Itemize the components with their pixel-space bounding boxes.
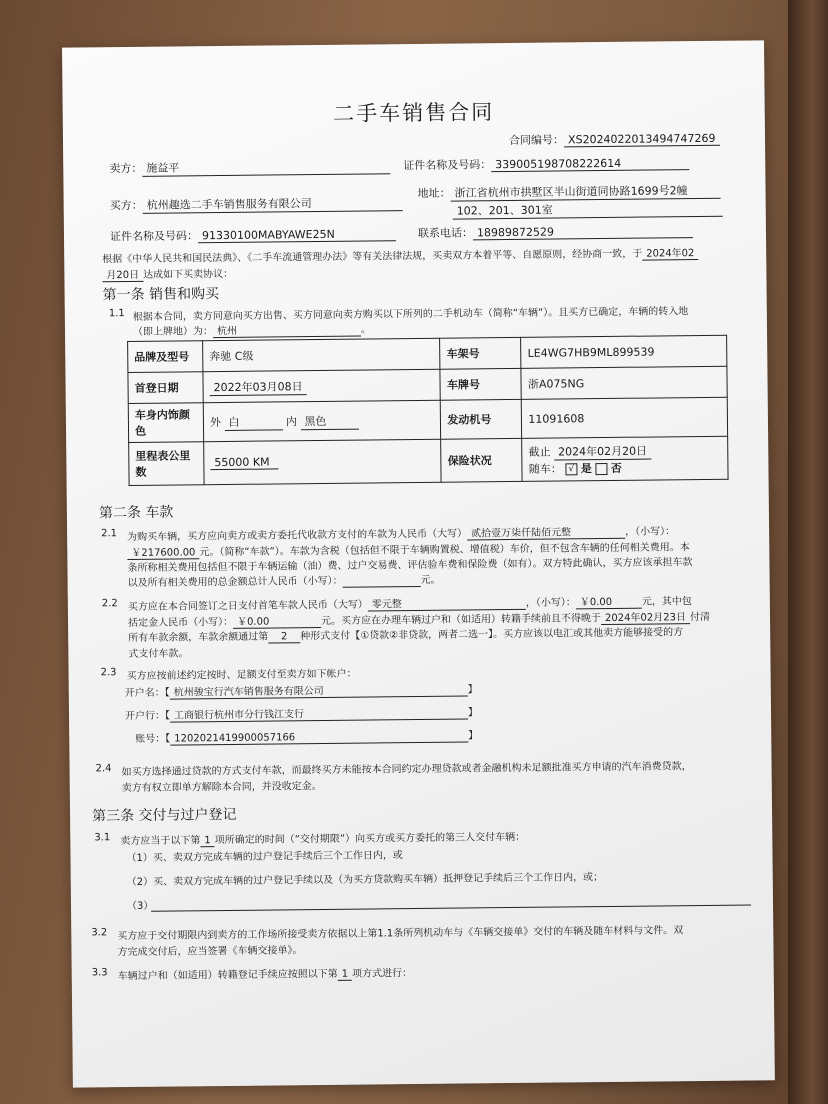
reg-date-value: 2022年03月08日: [203, 369, 441, 402]
vehicle-info-table: [127, 335, 728, 486]
vin-value: LE4WG7HB9ML899539: [521, 335, 727, 368]
clause-2-4-line-1: 如买方选择通过贷款的方式支付车款，而最终买方未能按本合同约定办理贷款或者金融机构未足额批准买方申请的汽车消费贷款，: [121, 761, 692, 779]
clause-3-2-line-2: 方完成交付后，应当签署《车辆交接单》。: [117, 945, 303, 959]
clause-2-4-number: 2.4: [95, 763, 112, 775]
article-2-heading: 第二条 车款: [98, 504, 174, 522]
clause-2-3-number: 2.3: [100, 667, 117, 679]
account-name-row: 开户名：【 杭州骏宝行汽车销售服务有限公司 】: [125, 680, 478, 700]
document-title: 二手车销售合同: [333, 100, 495, 126]
clause-3-1-text: 卖方应当于以下第 1 项所确定的时间（“交付期限”）向买方或买方委托的第三人交付车辆：: [120, 831, 526, 848]
phone-row: 联系电话： 18989872529: [418, 222, 693, 241]
clause-2-1-line-1: 为购买车辆，买方应向卖方或卖方委托代收款方支付的车款为人民币（大写） 贰拾壹万柒仟陆佰元整 ，（小写）：: [127, 522, 675, 544]
plate-value: 浙A075NG: [521, 366, 727, 399]
clause-2-3-text: 买方应按前述约定按时、足额支付至卖方如下帐户：: [126, 668, 357, 683]
table-row: [128, 397, 727, 442]
bank-row: 开户行：【 工商银行杭州市分行钱江支行 】: [125, 703, 478, 723]
seller-id-row: 证件名称及号码： 339005198708222614: [403, 154, 689, 173]
clause-1-1-text-2: （即上牌地）为： 杭州 。: [133, 320, 371, 338]
clause-2-1-line-2: ￥217600.00 元。（简称“车款”）。车款为含税（包括但不限于车辆购置税、增值税）车价，但不包含车辆的任何相关费用。本: [127, 538, 690, 560]
account-number-row: 账号：【 1202021419900057166 】: [135, 730, 479, 745]
clause-2-2-number: 2.2: [101, 598, 118, 610]
clause-3-3-text: 车辆过户和（如适用）转籍登记手续应按照以下第 1 项方式进行：: [117, 968, 413, 983]
clause-2-2-line-3: 所有车款余额，车款余额通过第 2 种形式支付【①贷款②非贷款，两者二选一】。买方应该以电汇或其他卖方能够接受的方: [128, 627, 684, 645]
article-3-heading: 第三条 交付与过户登记: [91, 806, 237, 825]
intro-text-2: 月20日 达成如下买卖协议：: [102, 265, 233, 282]
insurance-value: 截止 2024年02月20日 随车： √ 是 否: [522, 436, 728, 481]
vin-label: 车架号: [440, 337, 521, 369]
clause-2-4-line-2: 卖方有权立即单方解除本合同，并没收定金。: [121, 780, 322, 795]
seller-row: 卖方： 施益平: [109, 157, 390, 177]
table-row: [129, 436, 728, 485]
clause-2-2-line-4: 式支付车款。: [128, 648, 189, 661]
checkbox-yes-icon: √: [565, 463, 577, 475]
clause-2-2-line-2: 括定金人民币（小写）： ￥0.00 元。买方应在办理车辆过户和（如适用）转籍手续前且不得晚于 2024年02月23日 付清: [128, 608, 710, 630]
clause-2-1-line-3: 条所称相关费用包括但不限于车辆运输（油）费、过户交易费、评估验车费和保险费（如有）。双方特此确认，买方应该承担车款: [127, 557, 693, 575]
blank-line: [151, 905, 751, 912]
clause-3-1-item-3: （3）: [126, 900, 154, 913]
clause-2-1-number: 2.1: [101, 528, 118, 540]
plate-label: 车牌号: [440, 368, 521, 400]
address-row: 地址： 浙江省杭州市拱墅区半山街道同协路1699号2幢: [417, 182, 720, 202]
clause-3-1-item-1: （1）买、卖双方完成车辆的过户登记手续后三个工作日内，或: [126, 850, 403, 865]
clause-3-3-number: 3.3: [91, 967, 108, 979]
clause-2-2-line-1: 买方应在本合同签订之日支付首笔车款人民币（大写） 零元整 ，（小写）： ￥0.00 元，其中包: [128, 592, 692, 614]
clause-1-1-number: 1.1: [108, 308, 125, 320]
clause-2-1-line-4: 以及所有相关费用的总金额总计人民币（小写）： 元。: [127, 574, 441, 590]
engine-value: 11091608: [522, 397, 728, 438]
clause-1-1-text: 根据本合同，卖方同意向买方出售、买方同意向卖方购买以下所列的二手机动车（简称“车辆”）。且买方已确定，车辆的转入地: [132, 306, 689, 323]
color-value: 外 白 内 黑色: [203, 400, 441, 441]
clause-3-1-item-2: （2）买、卖双方完成车辆的过户登记手续以及（为买方贷款购买车辆）抵押登记手续后三个工作日内，或；: [126, 872, 604, 889]
brand-label: 品牌及型号: [128, 341, 203, 373]
address-row-2: 102、201、301室: [453, 200, 723, 220]
mileage-value: 55000 KM: [204, 439, 442, 484]
checkbox-no-icon: [595, 462, 607, 474]
contract-number: 合同编号： XS20240220134947472​69: [509, 130, 720, 148]
intro-text: 根据《中华人民共和国民法典》、《二手车流通管理办法》等有关法律法规，买卖双方本着平等、自愿原则，经协商一致，于 2024年02: [102, 244, 698, 266]
mileage-label: 里程表公里数: [129, 442, 204, 486]
reg-date-label: 首登日期: [128, 372, 203, 404]
brand-value: 奔驰 C级: [203, 338, 441, 371]
insurance-label: 保险状况: [441, 438, 522, 482]
buyer-row: 买方： 杭州趣选二手车销售服务有限公司: [110, 194, 403, 214]
clause-3-2-number: 3.2: [91, 927, 108, 939]
clause-3-1-number: 3.1: [94, 832, 111, 844]
color-label: 车身内饰颜色: [128, 403, 203, 443]
table-edge: [788, 0, 828, 1104]
clause-3-2-line-1: 买方应于交付期限内到卖方的工作场所接受卖方依据以上第1.1条所列机动车与《车辆交接单》交付的车辆及随车材料与文件。双: [117, 925, 684, 943]
article-1-heading: 第一条 销售和购买: [102, 286, 220, 304]
contract-document: [62, 40, 775, 1087]
buyer-id-row: 证件名称及号码： 91330100MABYAWE25N: [110, 225, 396, 244]
engine-label: 发动机号: [441, 399, 522, 439]
